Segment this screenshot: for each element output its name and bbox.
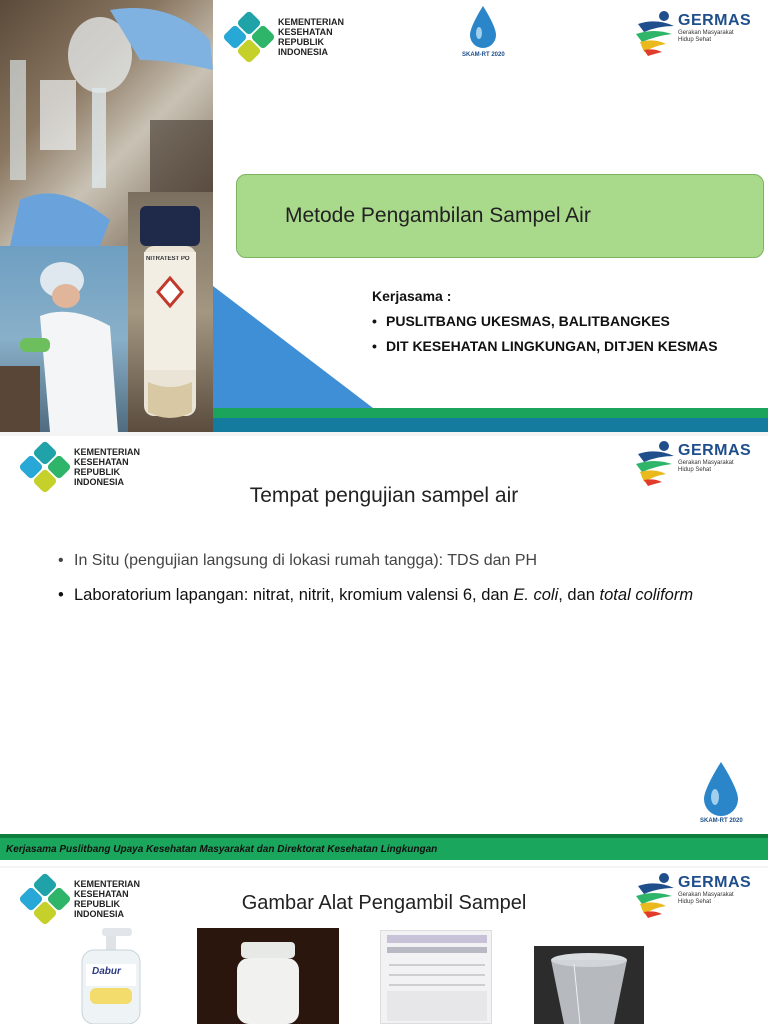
skam-label: SKAM-RT 2020 <box>462 52 505 58</box>
kemenkes-line-1: KEMENTERIAN <box>74 879 141 889</box>
slide1-title-box <box>236 174 764 258</box>
kemenkes-logo <box>226 14 344 60</box>
kemenkes-line-4: INDONESIA <box>74 477 125 487</box>
germas-mark-icon <box>634 438 676 478</box>
kemenkes-line-4: INDONESIA <box>74 909 125 919</box>
kemenkes-line-2: KESEHATAN <box>74 889 129 899</box>
lab-worker-photo <box>0 246 128 432</box>
lab-photo-collage <box>0 0 213 432</box>
bottle-brand-text: Dabur <box>92 966 121 977</box>
skam-logo <box>462 6 505 58</box>
germas-logo <box>634 8 751 48</box>
bullet2-part-a: Laboratorium lapangan: nitrat, nitrit, kromium valensi 6, dan <box>74 586 514 604</box>
slide3-title: Gambar Alat Pengambil Sampel <box>241 892 527 914</box>
testing-list-item: • In Situ (pengujian langsung di lokasi rumah tangga): TDS dan PH <box>58 552 538 569</box>
cooperation-block <box>372 288 718 354</box>
bullet2-coliform: total coliform <box>599 586 694 604</box>
kemenkes-logo-text <box>278 17 344 57</box>
worker-illustration <box>0 246 128 432</box>
nitratest-tube-photo <box>128 192 213 432</box>
cooperation-item-text: PUSLITBANG UKESMAS, BALITBANGKES <box>386 313 670 329</box>
testing-list-item-text: In Situ (pengujian langsung di lokasi rumah tangga): TDS dan PH <box>74 552 538 569</box>
cooperation-item: • DIT KESEHATAN LINGKUNGAN, DITJEN KESMAS <box>372 338 718 354</box>
kemenkes-line-1: KEMENTERIAN <box>74 447 141 457</box>
kemenkes-logo-text <box>74 447 140 487</box>
germas-subtitle: Gerakan Masyarakat Hidup Sehat <box>678 892 734 905</box>
slide2-title: Tempat pengujian sampel air <box>249 484 519 507</box>
water-drop-icon <box>704 762 738 816</box>
kemenkes-line-4: INDONESIA <box>278 47 329 57</box>
test-tube-illustration <box>128 192 213 432</box>
bullet2-ecoli: E. coli <box>513 586 559 604</box>
blue-stripe <box>213 418 768 432</box>
kemenkes-mark-icon <box>226 14 272 60</box>
green-stripe <box>213 408 768 418</box>
cooperation-item: • PUSLITBANG UKESMAS, BALITBANGKES <box>372 313 670 329</box>
germas-title: GERMAS <box>678 442 752 459</box>
kemenkes-line-3: REPUBLIK <box>278 37 325 47</box>
pump-bottle-image <box>76 928 146 1024</box>
testing-list <box>58 550 708 620</box>
germas-title: GERMAS <box>678 12 752 29</box>
bullet2-part-c: , dan <box>558 586 600 604</box>
germas-subtitle: Gerakan Masyarakat Hidup Sehat <box>678 460 734 473</box>
cooperation-item-text: DIT KESEHATAN LINGKUNGAN, DITJEN KESMAS <box>386 338 718 354</box>
slide-cover <box>0 0 768 432</box>
kemenkes-line-1: KEMENTERIAN <box>278 17 345 27</box>
germas-logo <box>634 438 751 478</box>
germas-mark-icon <box>634 8 676 48</box>
skam-logo <box>700 762 743 824</box>
skam-label: SKAM-RT 2020 <box>700 818 743 824</box>
kemenkes-line-3: REPUBLIK <box>74 467 121 477</box>
germas-title: GERMAS <box>678 874 752 891</box>
cooperation-heading: Kerjasama : <box>372 288 452 304</box>
slide-testing-location <box>0 436 768 866</box>
footer-bar <box>0 838 768 860</box>
plastic-cup-image <box>534 946 644 1024</box>
kemenkes-line-3: REPUBLIK <box>74 899 121 909</box>
testing-list-item: • Laboratorium lapangan: nitrat, nitrit, kromium valensi 6, dan E. coli, dan total coliform <box>58 586 694 604</box>
slide-sampling-tools <box>0 868 768 1024</box>
germas-subtitle: Gerakan Masyarakat Hidup Sehat <box>678 30 734 43</box>
kemenkes-line-2: KESEHATAN <box>278 27 333 37</box>
testing-list-item-text <box>74 585 693 606</box>
sample-bag-image <box>380 930 492 1024</box>
footer-text: Kerjasama Puslitbang Upaya Kesehatan Masyarakat dan Direktorat Kesehatan Lingkungan <box>6 843 438 855</box>
kemenkes-line-2: KESEHATAN <box>74 457 129 467</box>
slide1-title: Metode Pengambilan Sampel Air <box>285 204 591 227</box>
sample-jar-image <box>197 928 339 1024</box>
blue-triangle-decoration <box>213 286 373 408</box>
tube-label-text: NITRATEST PO <box>146 256 190 262</box>
water-drop-icon <box>470 6 496 50</box>
